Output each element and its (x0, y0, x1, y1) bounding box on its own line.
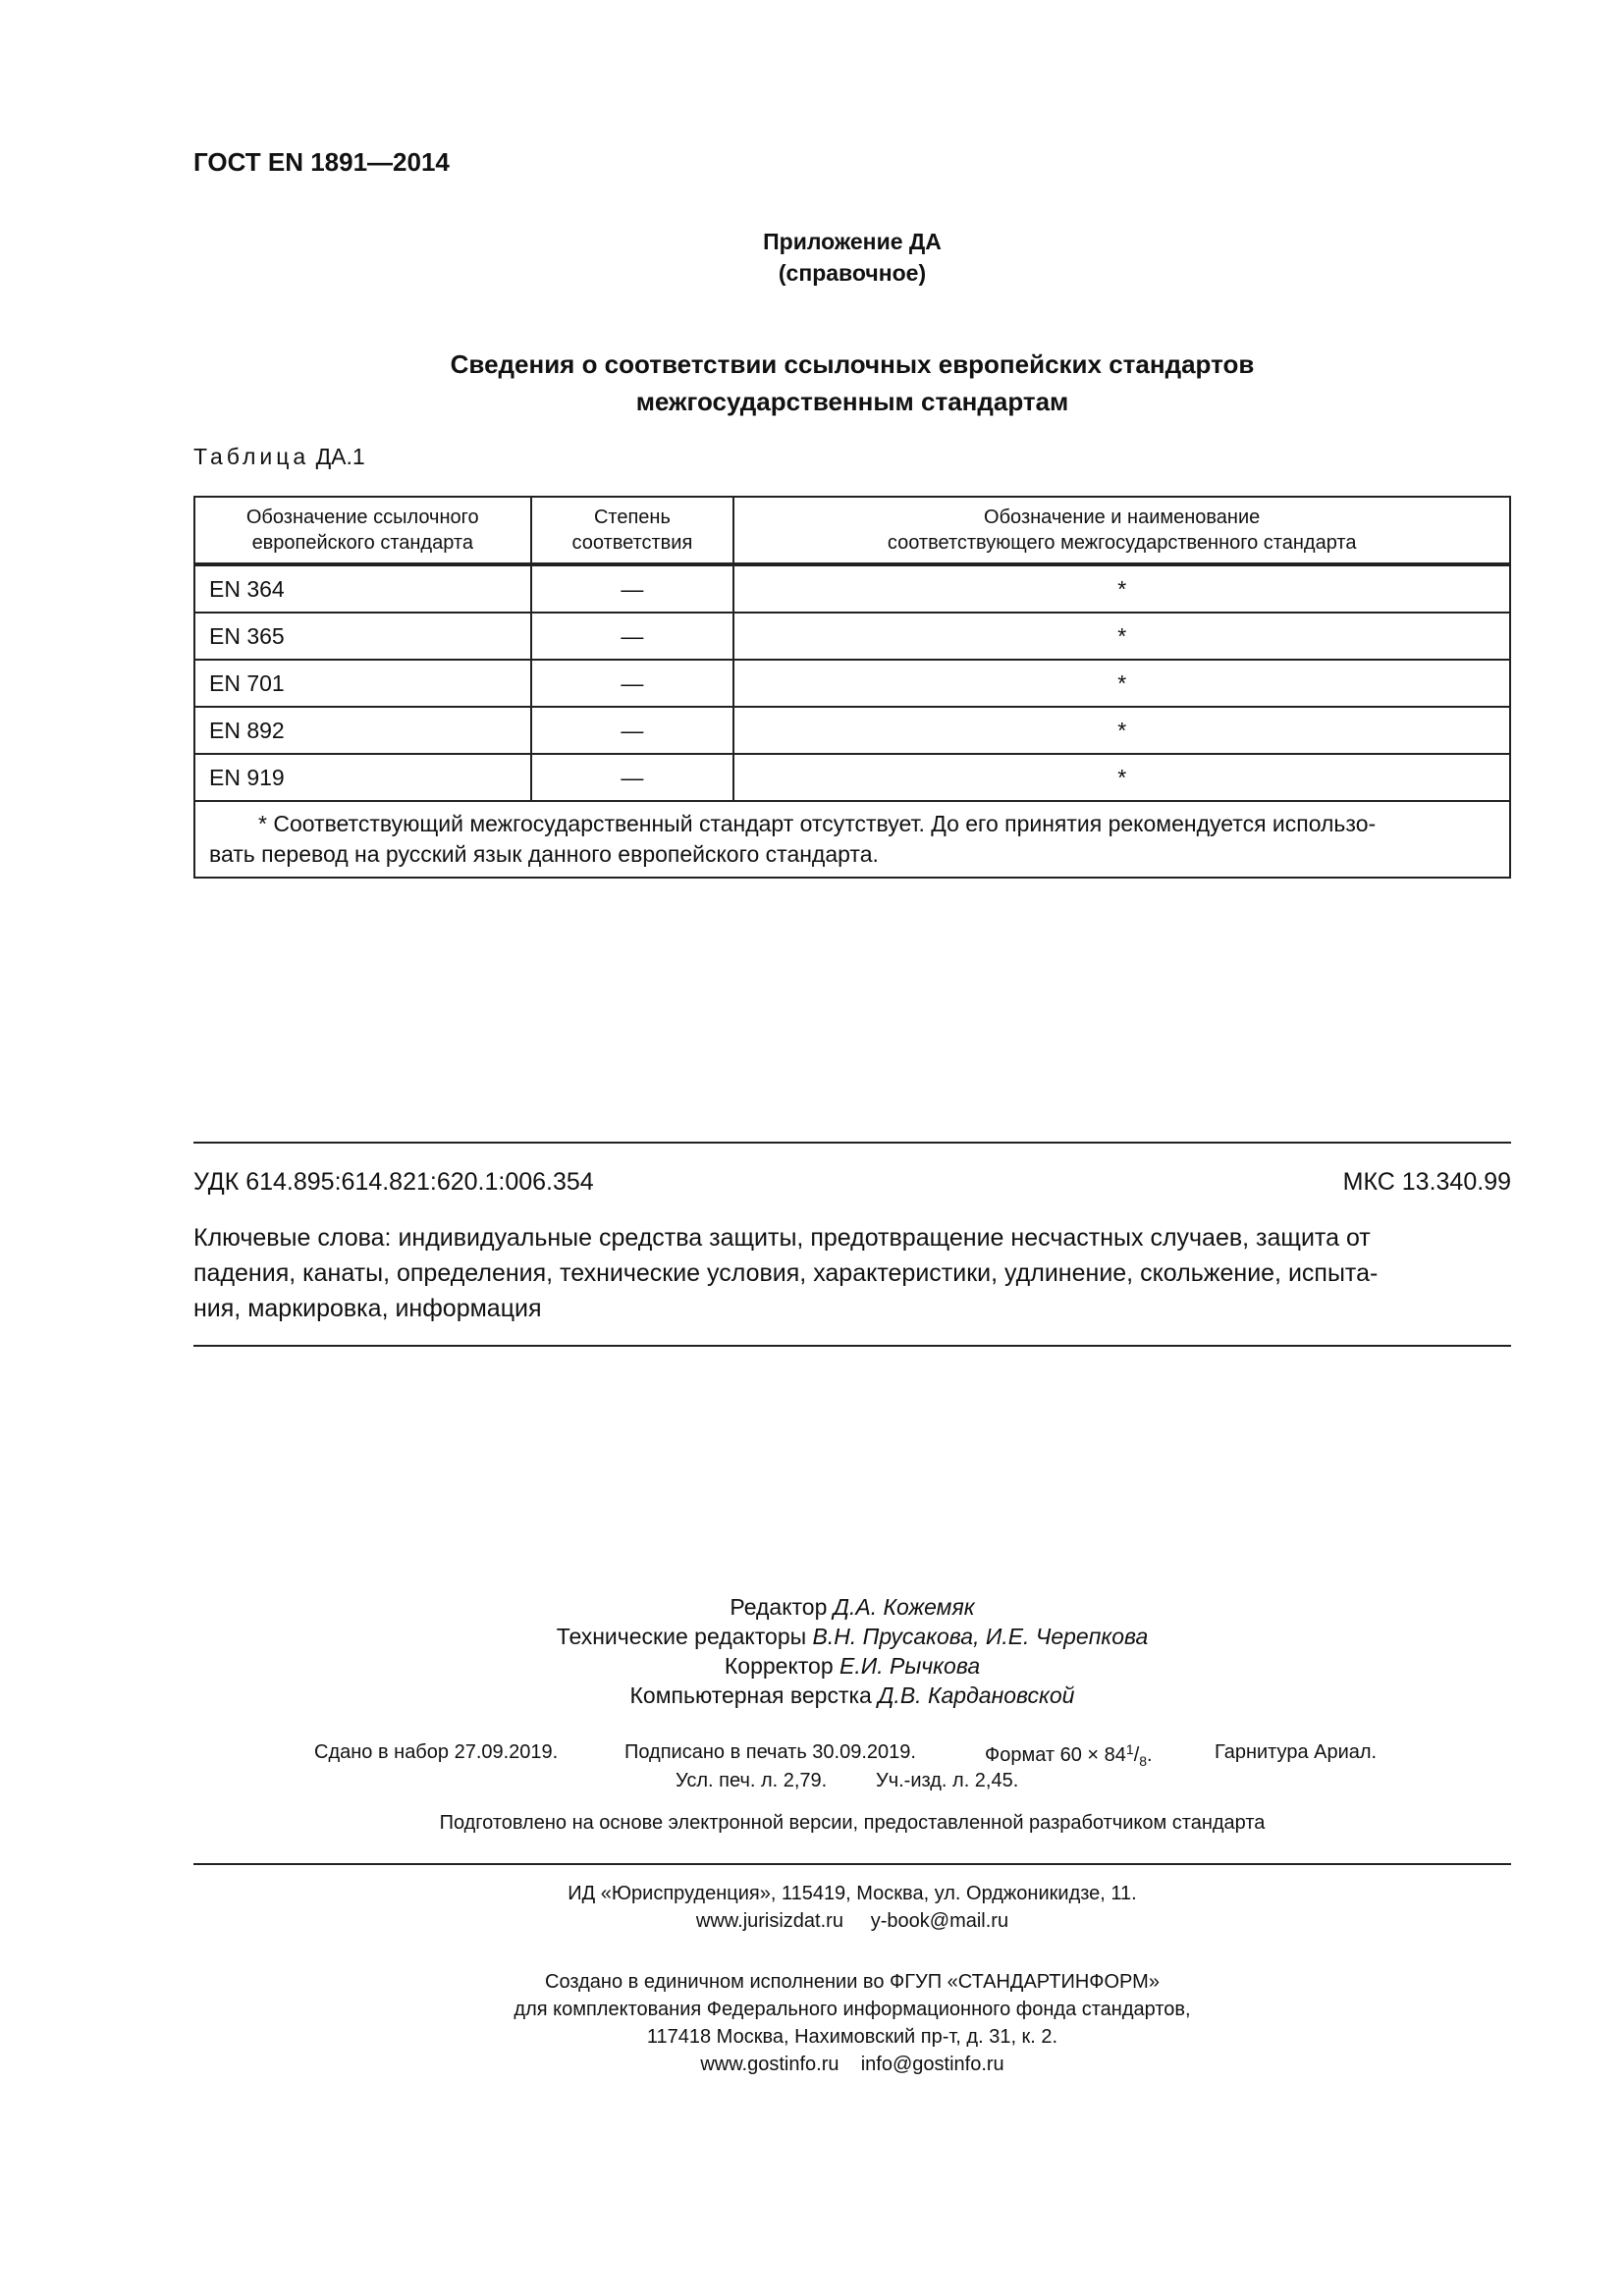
credit-tech-editors (193, 1622, 1511, 1651)
table-footnote-text-1: * Соответствующий межгосударственный стандарт отсутствует. До его принятия рекомендуется использо- (258, 811, 1377, 836)
table-caption-id: ДА.1 (315, 444, 365, 469)
paper-format-prefix: Формат 60 × 84 (985, 1744, 1126, 1766)
table-header-row (194, 497, 1510, 564)
paper-format-sup: 1 (1125, 1741, 1134, 1757)
created-contacts (193, 2051, 1511, 2078)
credit-layout-name: Д.В. Кардановской (878, 1682, 1075, 1708)
header-interstate (733, 497, 1510, 564)
header-designation (194, 497, 531, 564)
table-footnote-line-1 (209, 809, 1495, 839)
credits-block (193, 1592, 1511, 1710)
cell-degree: — (531, 754, 734, 801)
header-designation-line-1: Обозначение ссылочного (245, 507, 479, 528)
credit-corrector (193, 1651, 1511, 1681)
table-footnote-row (194, 801, 1510, 878)
created-line-3: 117418 Москва, Нахимовский пр-т, д. 31, к. 2. (646, 2026, 1058, 2048)
cell-interstate: * (733, 660, 1510, 707)
cell-designation: EN 364 (194, 564, 531, 613)
header-designation-line-2: европейского стандарта (251, 532, 473, 554)
publisher-email: y-book@mail.ru (870, 1910, 1009, 1932)
header-interstate-line-2: соответствующего межгосударственного стандарта (887, 532, 1357, 554)
credit-corrector-label: Корректор (724, 1653, 834, 1679)
cell-degree: — (531, 660, 734, 707)
header-degree-line-1: Степень (593, 507, 671, 528)
appendix-heading (193, 226, 1511, 289)
udk-code: УДК 614.895:614.821:620.1:006.354 (193, 1168, 594, 1196)
credit-corrector-name: Е.И. Рычкова (839, 1653, 981, 1679)
cell-interstate: * (733, 707, 1510, 754)
publisher-site: www.jurisizdat.ru (695, 1910, 843, 1932)
header-degree (531, 497, 734, 564)
table-caption (193, 444, 365, 470)
cell-degree: — (531, 564, 734, 613)
paper-format (985, 1741, 1153, 1769)
printed-sheets: Усл. печ. л. 2,79. (676, 1770, 828, 1791)
keywords-line-3: ния, маркировка, информация (193, 1295, 542, 1322)
created-line-2: для комплектования Федерального информационного фонда стандартов, (514, 1999, 1191, 2020)
created-email: info@gostinfo.ru (860, 2054, 1004, 2075)
publisher-block (193, 1880, 1511, 1935)
cell-degree: — (531, 707, 734, 754)
appendix-type: (справочное) (778, 260, 927, 286)
appendix-title: Приложение ДА (763, 229, 942, 254)
signed-date: Подписано в печать 30.09.2019. (624, 1741, 916, 1763)
credit-tech-editors-names: В.Н. Прусакова, И.Е. Черепкова (812, 1624, 1149, 1649)
paper-format-sub: 8 (1139, 1753, 1148, 1769)
created-line-1: Создано в единичном исполнении во ФГУП «СТАНДАРТИНФОРМ» (545, 1971, 1160, 1993)
divider-publisher (193, 1863, 1511, 1865)
cell-designation: EN 701 (194, 660, 531, 707)
cell-interstate: * (733, 754, 1510, 801)
table-row (194, 707, 1510, 754)
created-site: www.gostinfo.ru (700, 2054, 839, 2075)
cell-designation: EN 892 (194, 707, 531, 754)
table-row (194, 660, 1510, 707)
table-caption-word: Таблица (193, 444, 310, 469)
credit-editor-name: Д.А. Кожемяк (833, 1594, 975, 1620)
table-row (194, 564, 1510, 613)
document-title-line-1: Сведения о соответствии ссылочных европейских стандартов (450, 349, 1255, 379)
header-interstate-line-1: Обозначение и наименование (984, 507, 1261, 528)
prepared-note: Подготовлено на основе электронной версии, предоставленной разработчиком стандарта (439, 1812, 1266, 1834)
cell-designation: EN 919 (194, 754, 531, 801)
table-row (194, 613, 1510, 660)
cell-interstate: * (733, 613, 1510, 660)
cell-degree: — (531, 613, 734, 660)
publisher-sheets: Уч.-изд. л. 2,45. (876, 1770, 1019, 1791)
credit-editor (193, 1592, 1511, 1622)
table-footnote-line-2: вать перевод на русский язык данного европейского стандарта. (209, 841, 879, 867)
document-title (193, 346, 1511, 420)
table-row (194, 754, 1510, 801)
standards-table (193, 496, 1511, 879)
submitted-date: Сдано в набор 27.09.2019. (314, 1741, 559, 1763)
mks-code: МКС 13.340.99 (1342, 1168, 1511, 1196)
table-footnote (194, 801, 1510, 878)
document-title-line-2: межгосударственным стандартам (635, 387, 1069, 416)
credit-tech-editors-label: Технические редакторы (556, 1624, 807, 1649)
credit-editor-label: Редактор (730, 1594, 828, 1620)
publisher-contacts (193, 1907, 1511, 1935)
cell-designation: EN 365 (194, 613, 531, 660)
paper-format-slash: / (1133, 1744, 1140, 1766)
created-block (193, 1968, 1511, 2078)
divider-bottom (193, 1345, 1511, 1347)
paper-format-end: . (1147, 1744, 1153, 1766)
publisher-address: ИД «Юриспруденция», 115419, Москва, ул. Орджоникидзе, 11. (568, 1883, 1137, 1904)
keywords (193, 1220, 1511, 1326)
divider-top (193, 1142, 1511, 1144)
keywords-line-1: Ключевые слова: индивидуальные средства защиты, предотвращение несчастных случаев, защита от (193, 1224, 1371, 1252)
credit-layout-label: Компьютерная верстка (629, 1682, 872, 1708)
credit-layout (193, 1681, 1511, 1710)
keywords-line-2: падения, канаты, определения, технические условия, характеристики, удлинение, скольжение, испыта- (193, 1259, 1379, 1287)
header-degree-line-2: соответствия (571, 532, 693, 554)
page-header-code: ГОСТ EN 1891—2014 (193, 147, 450, 177)
cell-interstate: * (733, 564, 1510, 613)
typeface: Гарнитура Ариал. (1215, 1741, 1378, 1763)
